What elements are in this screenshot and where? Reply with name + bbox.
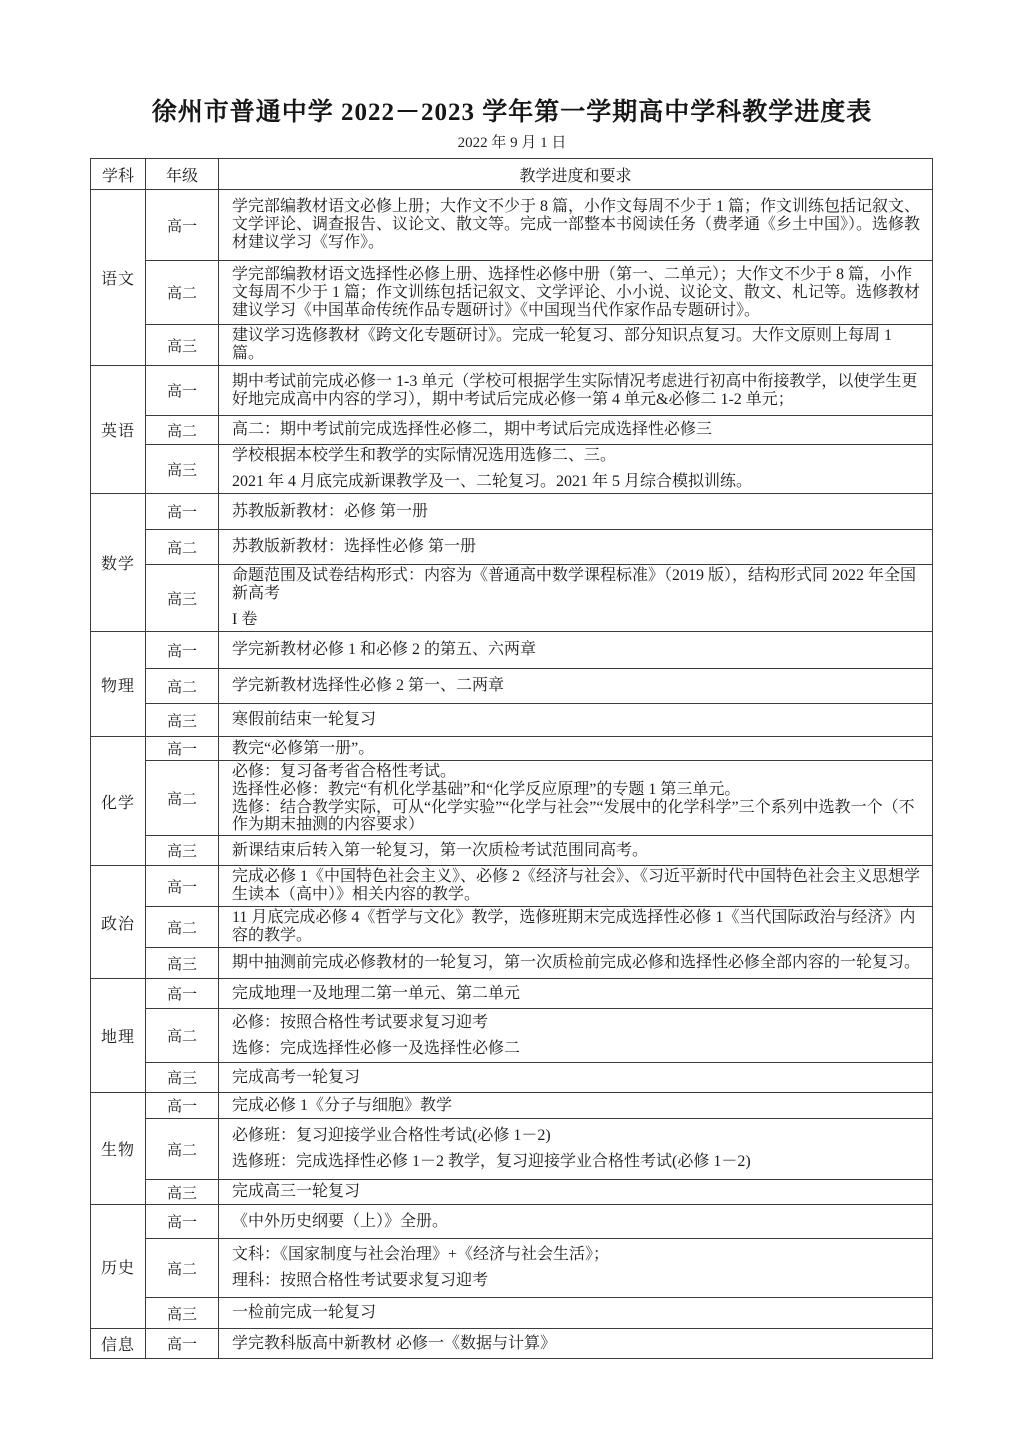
grade-cell: 高三 xyxy=(146,704,219,737)
progress-table-body xyxy=(91,190,933,1359)
content-line: 选修班：完成选择性必修 1－2 教学，复习迎接学业合格性考试(必修 1－2) xyxy=(232,1153,751,1170)
content-line: 选修：完成选择性必修一及选择性必修二 xyxy=(232,1039,521,1057)
content-cell xyxy=(219,866,933,907)
content-cell xyxy=(219,737,933,761)
document-date: 2022 年 9 月 1 日 xyxy=(457,135,567,151)
table-row xyxy=(91,1329,933,1359)
content-line: 高二：期中考试前完成选择性必修二，期中考试后完成选择性必修三 xyxy=(232,421,713,438)
grade-cell: 高一 xyxy=(146,1329,219,1359)
table-row xyxy=(91,632,933,669)
grade-cell: 高一 xyxy=(146,979,219,1009)
subject-cell: 信息 xyxy=(91,1329,146,1359)
content-cell xyxy=(219,669,933,704)
grade-cell: 高二 xyxy=(146,1239,219,1298)
subject-cell: 地理 xyxy=(91,979,146,1093)
content-line: I 卷 xyxy=(232,611,258,628)
grade-cell: 高一 xyxy=(146,190,219,261)
content-line: 命题范围及试卷结构形式：内容为《普通高中数学课程标准》（2019 版），结构形式同 2022 年全国新高考 xyxy=(232,567,917,602)
grade-cell: 高一 xyxy=(146,737,219,761)
content-line: 必修：复习备考省合格性考试。 xyxy=(232,763,457,780)
content-cell xyxy=(219,416,933,445)
content-cell xyxy=(219,1119,933,1180)
content-cell xyxy=(219,530,933,565)
subject-cell: 语文 xyxy=(91,190,146,366)
table-row xyxy=(91,1298,933,1329)
grade-cell: 高三 xyxy=(146,325,219,366)
content-line: 教完“必修第一册”。 xyxy=(232,739,375,757)
header-progress: 教学进度和要求 xyxy=(219,159,933,190)
table-row xyxy=(91,325,933,366)
content-line: 文科：《国家制度与社会治理》+《经济与社会生活》； xyxy=(232,1246,610,1263)
subject-cell: 物理 xyxy=(91,632,146,737)
table-header-row xyxy=(91,159,933,190)
table-row xyxy=(91,948,933,979)
content-cell xyxy=(219,1329,933,1359)
table-row xyxy=(91,979,933,1009)
table-row xyxy=(91,761,933,836)
content-cell xyxy=(219,445,933,494)
table-row xyxy=(91,416,933,445)
table-row xyxy=(91,530,933,565)
subject-cell: 化学 xyxy=(91,737,146,866)
grade-cell: 高三 xyxy=(146,836,219,866)
content-cell xyxy=(219,494,933,530)
content-line: 学完教科版高中新教材 必修一《数据与计算》 xyxy=(232,1334,557,1352)
subject-cell: 英语 xyxy=(91,366,146,494)
grade-cell: 高三 xyxy=(146,565,219,632)
content-line: 必修：按照合格性考试要求复习迎考 xyxy=(232,1013,489,1031)
grade-cell: 高二 xyxy=(146,761,219,836)
table-row xyxy=(91,1093,933,1119)
grade-cell: 高一 xyxy=(146,1093,219,1119)
content-line: 学完部编教材语文必修上册；大作文不少于 8 篇，小作文每周不少于 1 篇；作文训练包括记叙文、文学评论、调查报告、议论文、散文等。完成一部整本书阅读任务（费孝通《乡土中国》）。选修教材建议学习《写作》。 xyxy=(232,198,921,251)
grade-cell: 高二 xyxy=(146,1009,219,1063)
content-line: 学完部编教材语文选择性必修上册、选择性必修中册（第一、二单元）；大作文不少于 8 篇，小作文每周不少于 1 篇；作文训练包括记叙文、文学评论、小小说、议论文、散文、札记等。选修教材建议学习《中国革命传统作品专题研讨》《中国现当代作家作品专题研讨》。 xyxy=(232,265,921,319)
content-line: 学校根据本校学生和教学的实际情况选用选修二、三。 xyxy=(232,447,617,464)
content-cell xyxy=(219,704,933,737)
table-row xyxy=(91,1009,933,1063)
content-line: 新课结束后转入第一轮复习，第一次质检考试范围同高考。 xyxy=(232,841,649,859)
content-cell xyxy=(219,907,933,948)
grade-cell: 高一 xyxy=(146,494,219,530)
grade-cell: 高二 xyxy=(146,669,219,704)
table-row xyxy=(91,366,933,416)
content-cell xyxy=(219,1180,933,1205)
grade-cell: 高二 xyxy=(146,1119,219,1180)
content-cell xyxy=(219,366,933,416)
content-line: 学完新教材必修 1 和必修 2 的第五、六两章 xyxy=(232,641,537,658)
table-row xyxy=(91,565,933,632)
grade-cell: 高三 xyxy=(146,948,219,979)
table-row xyxy=(91,494,933,530)
table-row xyxy=(91,704,933,737)
page-title: 徐州市普通中学 2022－2023 学年第一学期高中学科教学进度表 xyxy=(151,99,873,126)
table-row xyxy=(91,1205,933,1239)
header-grade: 年级 xyxy=(146,159,219,190)
content-cell xyxy=(219,632,933,669)
content-line: 完成高考一轮复习 xyxy=(232,1068,361,1086)
content-line: 选修：结合教学实际，可从“化学实验”“化学与社会”“发展中的化学科学”三个系列中选教一个（不作为期末抽测的内容要求） xyxy=(232,799,915,833)
content-line: 寒假前结束一轮复习 xyxy=(232,711,377,728)
grade-cell: 高一 xyxy=(146,632,219,669)
grade-cell: 高三 xyxy=(146,445,219,494)
table-row xyxy=(91,1180,933,1205)
content-line: 11 月底完成必修 4《哲学与文化》教学，选修班期末完成选择性必修 1《当代国际政治与经济》内容的教学。 xyxy=(232,909,916,944)
content-cell xyxy=(219,948,933,979)
content-cell xyxy=(219,261,933,325)
content-line: 必修班：复习迎接学业合格性考试(必修 1－2) xyxy=(232,1127,551,1144)
subject-cell: 生物 xyxy=(91,1093,146,1205)
content-line: 苏教版新教材：必修 第一册 xyxy=(232,502,429,520)
content-cell xyxy=(219,836,933,866)
grade-cell: 高一 xyxy=(146,866,219,907)
grade-cell: 高三 xyxy=(146,1063,219,1093)
content-line: 选择性必修：教完“有机化学基础”和“化学反应原理”的专题 1 第三单元。 xyxy=(232,781,741,798)
content-cell xyxy=(219,1093,933,1119)
grade-cell: 高二 xyxy=(146,907,219,948)
content-line: 完成必修 1《中国特色社会主义》、必修 2《经济与社会》、《习近平新时代中国特色社会主义思想学生读本（高中）》相关内容的教学。 xyxy=(232,868,921,903)
content-cell xyxy=(219,565,933,632)
content-line: 期中抽测前完成必修教材的一轮复习，第一次质检前完成必修和选择性必修全部内容的一轮复习。 xyxy=(232,954,921,971)
grade-cell: 高二 xyxy=(146,530,219,565)
content-cell xyxy=(219,1298,933,1329)
content-line: 2021 年 4 月底完成新课教学及一、二轮复习。2021 年 5 月综合模拟训练。 xyxy=(232,473,753,490)
table-row xyxy=(91,907,933,948)
header-subject: 学科 xyxy=(91,159,146,190)
grade-cell: 高三 xyxy=(146,1298,219,1329)
table-row xyxy=(91,1119,933,1180)
table-row xyxy=(91,836,933,866)
table-row xyxy=(91,1063,933,1093)
content-cell xyxy=(219,761,933,836)
content-line: 完成高三一轮复习 xyxy=(232,1183,361,1200)
grade-cell: 高二 xyxy=(146,261,219,325)
subject-cell: 政治 xyxy=(91,866,146,979)
content-cell xyxy=(219,190,933,261)
table-row xyxy=(91,261,933,325)
table-row xyxy=(91,445,933,494)
content-line: 期中考试前完成必修一 1-3 单元（学校可根据学生实际情况考虑进行初高中衔接教学，以使学生更好地完成高中内容的学习），期中考试后完成必修一第 4 单元&必修二 1-2 单元； xyxy=(232,372,918,408)
content-line: 建议学习选修教材《跨文化专题研讨》。完成一轮复习、部分知识点复习。大作文原则上每周 1 篇。 xyxy=(232,327,893,362)
grade-cell: 高一 xyxy=(146,1205,219,1239)
content-line: 一检前完成一轮复习 xyxy=(232,1304,377,1321)
grade-cell: 高三 xyxy=(146,1180,219,1205)
content-cell xyxy=(219,1205,933,1239)
content-line: 学完新教材选择性必修 2 第一、二两章 xyxy=(232,677,505,694)
table-row xyxy=(91,669,933,704)
content-line: 《中外历史纲要（上）》全册。 xyxy=(232,1212,449,1230)
table-row xyxy=(91,1239,933,1298)
table-row xyxy=(91,190,933,261)
grade-cell: 高一 xyxy=(146,366,219,416)
content-cell xyxy=(219,325,933,366)
content-line: 理科：按照合格性考试要求复习迎考 xyxy=(232,1272,489,1289)
content-cell xyxy=(219,1063,933,1093)
subject-cell: 历史 xyxy=(91,1205,146,1329)
teaching-progress-table xyxy=(90,158,933,1359)
subject-cell: 数学 xyxy=(91,494,146,632)
content-line: 苏教版新教材：选择性必修 第一册 xyxy=(232,538,477,555)
content-cell xyxy=(219,979,933,1009)
grade-cell: 高二 xyxy=(146,416,219,445)
content-line: 完成必修 1《分子与细胞》教学 xyxy=(232,1096,453,1114)
content-cell xyxy=(219,1009,933,1063)
table-row xyxy=(91,866,933,907)
content-cell xyxy=(219,1239,933,1298)
table-row xyxy=(91,737,933,761)
content-line: 完成地理一及地理二第一单元、第二单元 xyxy=(232,984,521,1002)
